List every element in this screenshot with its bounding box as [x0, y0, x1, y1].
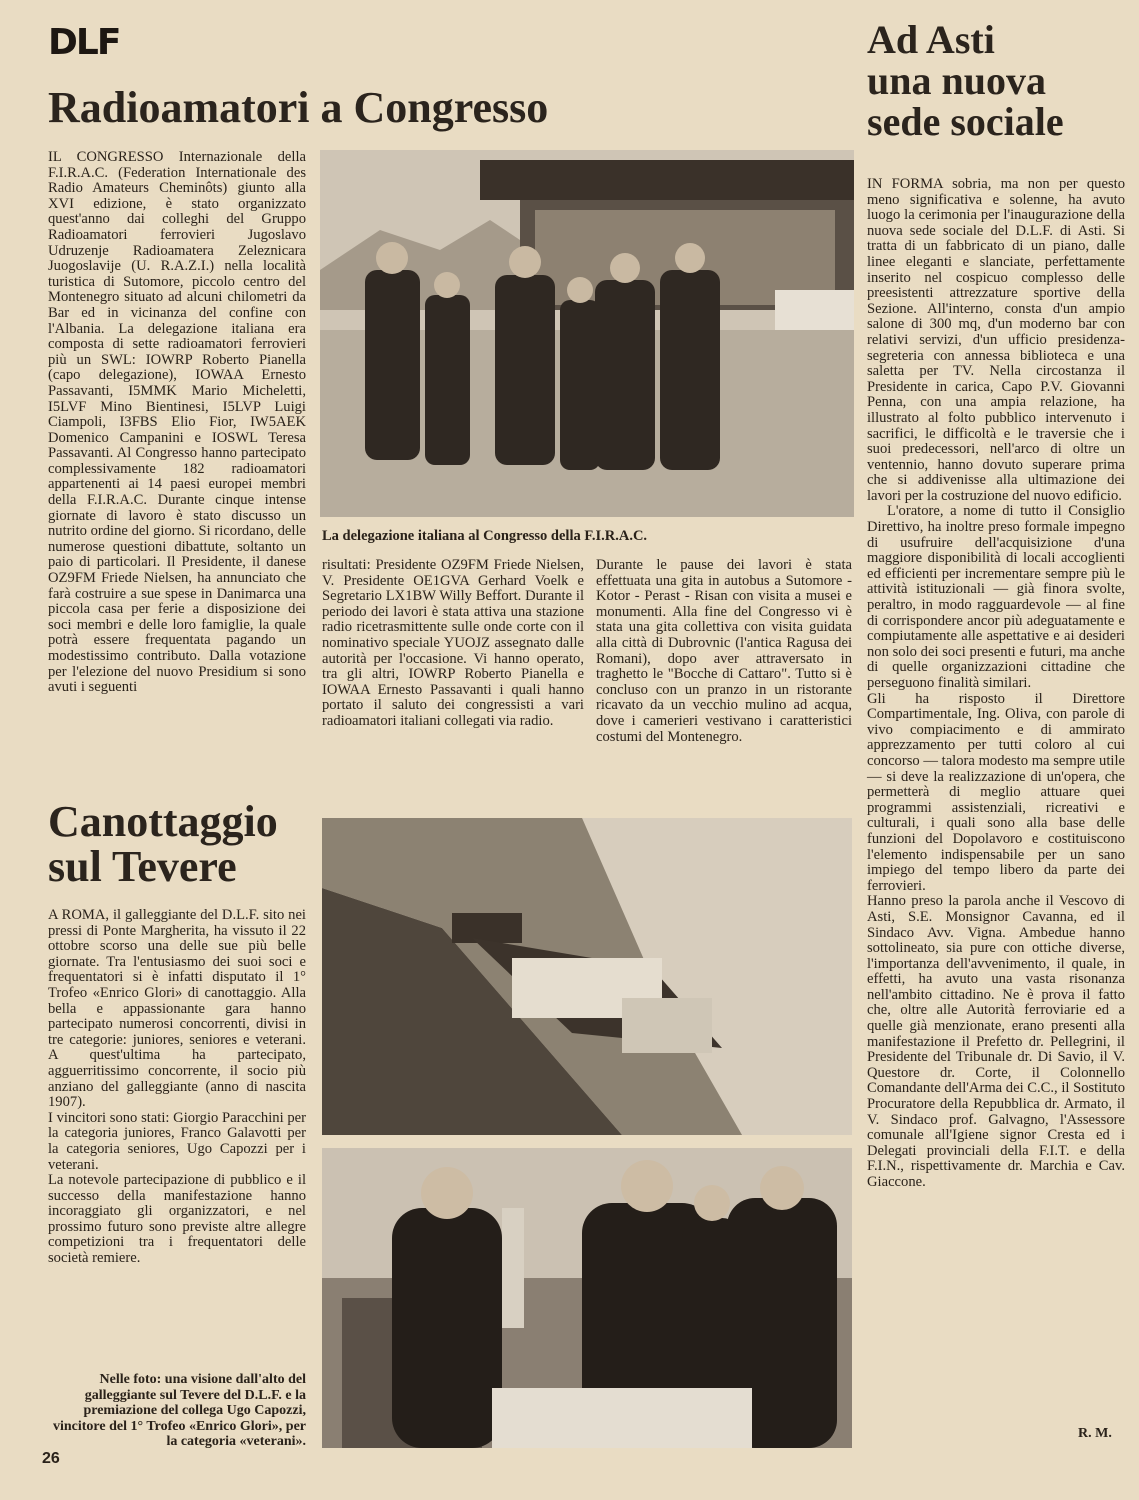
paragraph: La notevole partecipazione di pubblico e il successo della manifestazione hanno incoraggiato gli organizzatori, e nel prossimo futuro sono previste altre allegre competizioni tra i frequentatori delle società remiere.	[48, 1172, 306, 1267]
title-line: sede sociale	[867, 98, 1064, 144]
photo-caption-canottaggio: Nelle foto: una visione dall'alto del galleggiante sul Tevere del D.L.F. e la premiazione del collega Ugo Capozzi, vincitore del 1° Trofeo «Enrico Glori», per la categoria «veterani».	[52, 1372, 306, 1449]
title-line: Canottaggio	[48, 797, 278, 846]
article-canottaggio-body	[48, 908, 306, 1267]
photo-award-illustration	[322, 1148, 852, 1448]
title-line: sul Tevere	[48, 841, 237, 891]
paragraph: risultati: Presidente OZ9FM Friede Nielsen, V. Presidente OE1GVA Gerhard Voelk e Segretario LX1BW Willy Beffort. Durante il periodo dei lavori è stata attiva una stazione radio ricetrasmittente sulle onde corte con il nominativo speciale YUOJZ assegnato dalle autorità per l'occasione. Vi hanno operato, tra gli altri, IOWRP Roberto Pianella e IOWAA Ernesto Passavanti i quali hanno portato il saluto dei congressisti a vari radioamatori italiani collegati via radio.	[322, 557, 584, 729]
paragraph: Gli ha risposto il Direttore Compartimentale, Ing. Oliva, con parole di vivo compiacimento e di ammirato apprezzamento per tutti coloro al cui concorso — talora modesto ma sempre utile — si deve la realizzazione di un'opera, che permetterà di meglio attuare quei programmi assistenziali, ricreativi e culturali, i quali sono alla base delle funzioni del Dopolavoro e costituiscono l'elemento indispensabile per un sano impiego del tempo libero da parte dei ferrovieri.	[867, 690, 1125, 894]
magazine-logo: DLF	[48, 22, 120, 63]
article-title-canottaggio	[48, 797, 278, 891]
paragraph: Hanno preso la parola anche il Vescovo di Asti, S.E. Monsignor Cavanna, ed il Sindaco Avv. Vigna. Ambedue hanno sottolineato, sia pure con ottiche diverse, l'importanza dell'avvenimento, il quale, in effetti, ha avuto una vasta risonanza nell'ambito cittadino. Ne è prova il fatto che, oltre alle Autorità ferroviarie ed a quelle già menzionate, erano presenti alla manifestazione il Prefetto dr. Pellegrini, il Presidente del Tribunale dr. Di Savio, il V. Questore dr. Corte, il Colonnello Comandante dell'Arma dei C.C., il Sostituto Procuratore della Repubblica dr. Armato, il V. Sindaco prof. Galvagno, l'Assessore comunale all'Igiene signor Cresta ed i Delegati provinciali della F.I.T. e della F.I.N., rispettivamente dr. Marchia e Cav. Giaccone.	[867, 893, 1125, 1190]
paragraph: I vincitori sono stati: Giorgio Paracchini per la categoria juniores, Franco Galavotti per la categoria seniores, Ugo Capozzi per i veterani.	[48, 1109, 306, 1173]
title-line: una nuova	[867, 57, 1046, 103]
article-radioamatori-column-3	[596, 558, 852, 745]
paragraph: IL CONGRESSO Internazionale della F.I.R.A.C. (Federation Internationale des Radio Amateurs Cheminôts) giunto alla XVI edizione, è stato organizzato quest'anno dai colleghi del Gruppo Radioamatori ferrovieri Jugoslavo Udruzenje Radioamatera Zeleznicara Juogoslavije (U. R.A.Z.I.) nella località turistica di Sutomore, piccolo centro del Montenegro situato ad alcuni chilometri da Bar ed in vicinanza del confine con l'Albania. La delegazione italiana era composta di sette radioamatori ferrovieri più un SWL: IOWRP Roberto Pianella (capo delegazione), IOWAA Ernesto Passavanti, I5MMK Mario Micheletti, I5LVF Mino Bientinesi, I5LVP Luigi Ciampoli, I3FBS Elio Fior, IW5AEK Domenico Campanini e IOSWL Teresa Passavanti. Al Congresso hanno partecipato complessivamente 182 radioamatori appartenenti ai 14 paesi europei membri della F.I.R.A.C. Durante cinque intense giornate di lavoro è stato discusso un nutrito ordine del giorno. Si ricordano, delle numerose questioni dibattute, soltanto un paio di particolari. Il Presidente, il danese OZ9FM Friede Nielsen, ha annunciato che farà costruire a sue spese in Danimarca una piccola casa per ferie a disposizione dei soci membri e delle loro famiglie, la quale potrà essere frequentata pagando un modestissimo contributo. Dalla votazione per l'elezione del nuovo Presidium si sono avuti i seguenti	[48, 149, 306, 696]
article-title-radioamatori: Radioamatori a Congresso	[48, 83, 549, 132]
paragraph: IN FORMA sobria, ma non per questo meno significativa e solenne, ha avuto luogo la cerimonia per l'inaugurazione della nuova sede sociale del D.L.F. di Asti. Si tratta di un fabbricato di un piano, dalle linee eleganti e slanciate, perfettamente inserito nel cospicuo complesso delle preesistenti attrezzature sportive della Sezione. All'interno, consta d'un ampio salone di 300 mq, d'un moderno bar con relativi servizi, d'un ufficio presidenza-segreteria con annessa biblioteca e una saletta per TV. Nella circostanza il Presidente in carica, Capo P.V. Giovanni Penna, con una ampia relazione, ha illustrato al folto pubblico intervenuto i sacrifici, le difficoltà e le traversie che i suoi predecessori, nell'arco di oltre un ventennio, hanno dovuto superare prima che si addivenisse alla ultimazione dei lavori per la costruzione del nuovo edificio.	[867, 176, 1125, 504]
photo-river-float	[322, 818, 852, 1135]
photo-river-illustration	[322, 818, 852, 1135]
photo-caption-delegation: La delegazione italiana al Congresso della F.I.R.A.C.	[322, 528, 648, 544]
author-signature: R. M.	[1078, 1426, 1112, 1441]
paragraph: L'oratore, a nome di tutto il Consiglio Direttivo, ha inoltre preso formale impegno di usufruire dell'acquisizione d'una maggiore disponibilità di locali accoglienti ed efficienti per incrementare sempre più le attività istituzionali — già finora svolte, peraltro, in modo ragguardevole — al fine di corrispondere ancor più adeguatamente e compiutamente alle aspettative e ai desideri non solo dei soci presenti e futuri, ma anche di quelle organizzazioni cittadine che perseguono finalità similari.	[867, 503, 1125, 691]
article-radioamatori-column-1	[48, 150, 306, 696]
paragraph: A ROMA, il galleggiante del D.L.F. sito nei pressi di Ponte Margherita, ha vissuto il 22 ottobre scorso una delle sue più belle giornate. Tra l'entusiasmo dei suoi soci e frequentatori si è infatti disputato il 1° Trofeo «Enrico Glori» di canottaggio. Alla bella e appassionante gara hanno partecipato numerosi concorrenti, divisi in tre categorie: juniores, seniores e veterani. A quest'ultima ha partecipato, agguerritissimo concorrente, il socio più anziano del galleggiante (anno di nascita 1907).	[48, 907, 306, 1111]
page-number: 26	[42, 1450, 60, 1467]
article-asti-body	[867, 177, 1125, 1191]
photo-delegation-group	[320, 150, 854, 517]
paragraph: Durante le pause dei lavori è stata effettuata una gita in autobus a Sutomore - Kotor - Perast - Risan con visita a musei e monumenti. Alla fine del Congresso vi è stata una gita collettiva con visita guidata alla città di Dubrovnic (l'antica Ragusa dei Romani), dopo aver attraversato in traghetto le "Bocche di Cattaro". Tutto si è concluso con un pranzo in un ristorante ricavato da un vecchio mulino ad acqua, dove i camerieri vestivano i caratteristici costumi del Montenegro.	[596, 557, 852, 745]
title-line: Ad Asti	[867, 17, 995, 62]
photo-delegation-illustration	[320, 150, 854, 517]
article-title-asti	[867, 17, 1127, 144]
article-radioamatori-column-2	[322, 558, 584, 730]
photo-award-ceremony	[322, 1148, 852, 1448]
